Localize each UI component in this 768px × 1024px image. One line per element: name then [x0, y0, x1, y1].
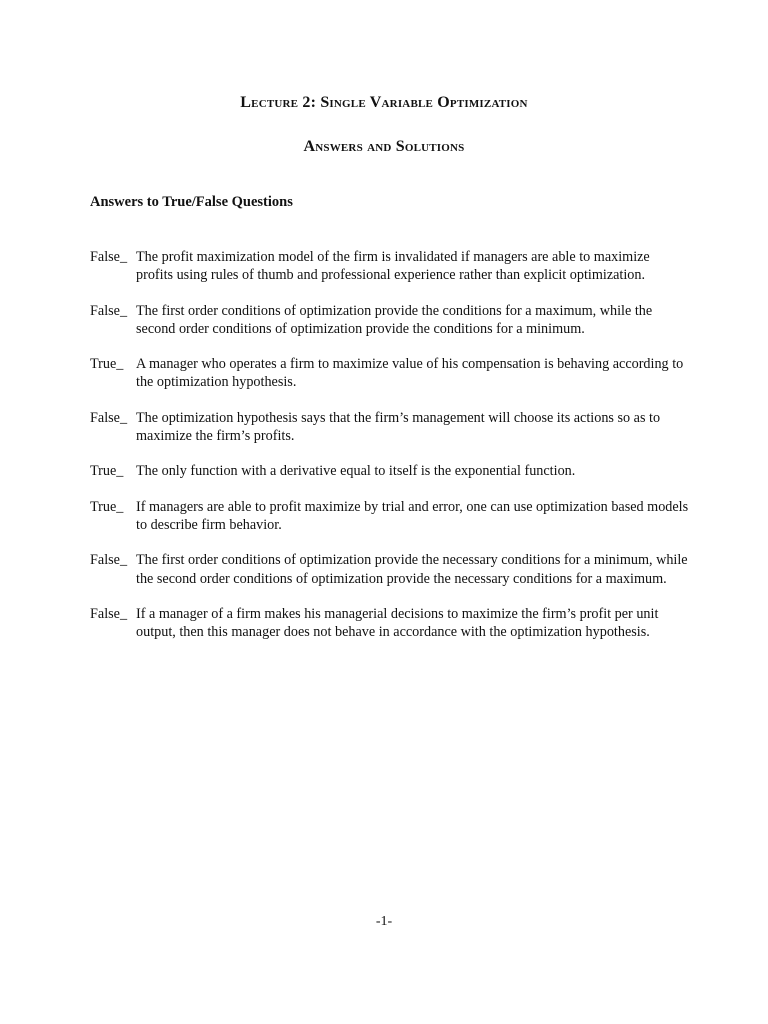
answer-label: True_ [90, 498, 124, 515]
answer-label: True_ [90, 463, 124, 480]
true-false-answers-list [90, 248, 690, 658]
answer-text: The optimization hypothesis says that the firm’s management will choose its actions so as to maximize the firm’s profits. [136, 409, 661, 445]
answer-item-1 [90, 248, 690, 285]
answer-text: The only function with a derivative equal to itself is the exponential function. [136, 463, 576, 480]
answer-label: False_ [90, 249, 128, 265]
lecture-title: Lecture 2: Single Variable Optimization [240, 94, 528, 111]
page-number: -1- [375, 914, 393, 929]
true-false-section-heading: Answers to True/False Questions [90, 194, 293, 210]
answer-text: A manager who operates a firm to maximize value of his compensation is behaving according to the optimization hypothesis. [136, 356, 684, 391]
answer-label: False_ [90, 409, 128, 426]
answer-text: The profit maximization model of the firm is invalidated if managers are able to maximize profits using rules of thumb and professional experience rather than explicit optimization. [136, 249, 650, 284]
answer-item-6 [90, 498, 690, 535]
answer-label: False_ [90, 552, 128, 569]
answer-item-8 [90, 605, 690, 642]
answer-text: If managers are able to profit maximize by trial and error, one can use optimization based models to describe firm behavior. [136, 498, 689, 533]
answers-subtitle: Answers and Solutions [303, 138, 465, 155]
answer-label: False_ [90, 302, 128, 319]
answer-item-7 [90, 551, 690, 588]
answer-text: The first order conditions of optimization provide the conditions for a maximum, while the second order conditions of optimization provide the conditions for a minimum. [136, 302, 653, 337]
answer-label: False_ [90, 605, 128, 622]
answer-item-2 [90, 302, 690, 339]
answer-label: True_ [90, 356, 124, 373]
answer-item-5 [90, 462, 690, 480]
answer-item-4 [90, 409, 690, 446]
answer-text: If a manager of a firm makes his managerial decisions to maximize the firm’s profit per unit output, then this manager does not behave in accordance with the optimization hypothesis. [136, 605, 659, 641]
answer-item-3 [90, 355, 690, 392]
answer-text: The first order conditions of optimization provide the necessary conditions for a minimum, while the second order conditions of optimization provide the necessary conditions for a maximum. [136, 552, 688, 587]
